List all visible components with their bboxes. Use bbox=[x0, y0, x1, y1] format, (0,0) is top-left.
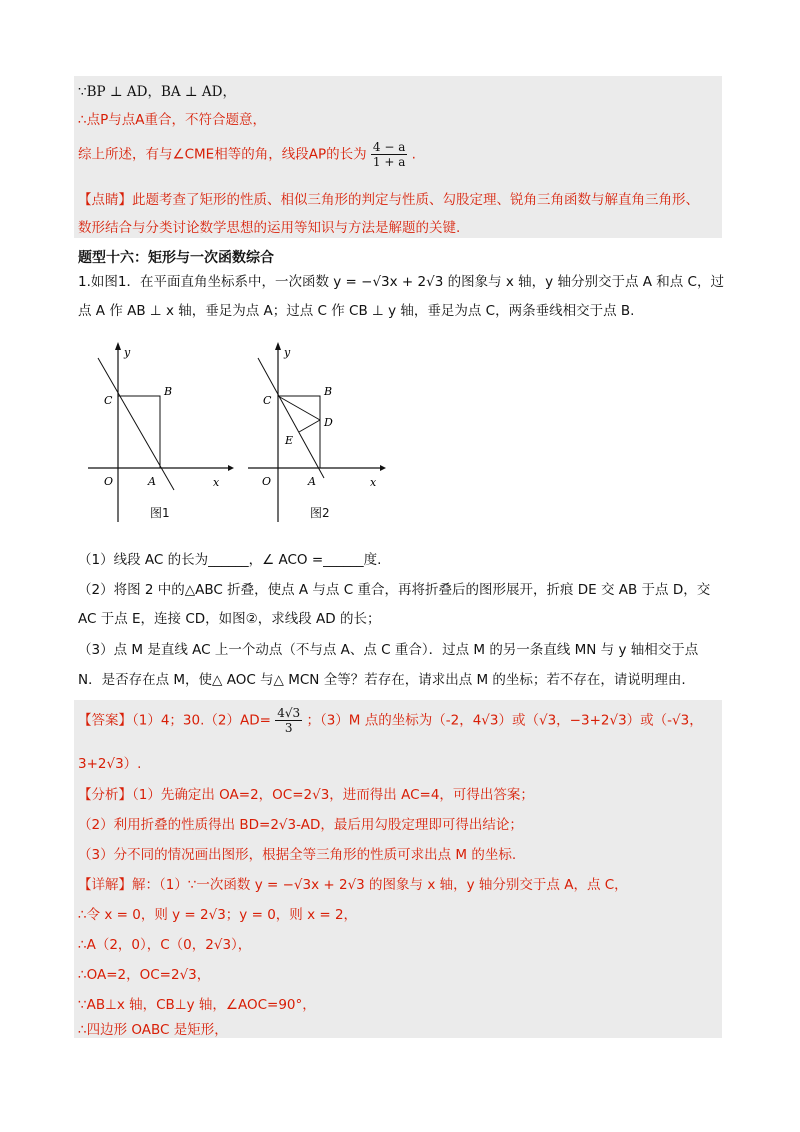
top-line-3-end: . bbox=[411, 146, 416, 163]
top-line-2: ∴点P与点A重合，不符合题意， bbox=[78, 112, 266, 128]
fig2-e-label: E bbox=[285, 434, 294, 447]
fig2-x-label: x bbox=[370, 476, 377, 489]
problem-line-2: 点 A 作 AB ⊥ x 轴，垂足为点 A；过点 C 作 CB ⊥ y 轴，垂足为点 C，两条垂线相交于点 B. bbox=[78, 303, 635, 319]
fig2-b-label: B bbox=[324, 385, 333, 398]
ap-fraction-num: 4 − a bbox=[372, 140, 406, 154]
figure-2 bbox=[244, 338, 394, 528]
detail-line-1: 【详解】解：（1）∵一次函数 y = −√3x + 2√3 的图象与 x 轴，y 轴分别交于点 A，点 C， bbox=[78, 877, 628, 893]
ad-fraction-num: 4√3 bbox=[277, 706, 301, 720]
fig1-x-label: x bbox=[213, 476, 220, 489]
detail-line-4: ∴OA=2，OC=2√3， bbox=[78, 967, 211, 983]
answer-shade bbox=[74, 700, 722, 1038]
answer-line-1 bbox=[78, 706, 703, 735]
figure-1-caption: 图1 bbox=[150, 506, 170, 520]
ap-fraction bbox=[371, 140, 407, 169]
answer-line-1-text: 【答案】（1）4；30.（2）AD= bbox=[78, 712, 271, 729]
answer-line-2: 3+2√3）. bbox=[78, 756, 142, 772]
fig1-c-label: C bbox=[104, 394, 113, 407]
fig2-a-label: A bbox=[308, 475, 316, 488]
figure-1 bbox=[84, 338, 234, 528]
ad-fraction bbox=[275, 706, 302, 735]
detail-line-2: ∴令 x = 0，则 y = 2√3；y = 0，则 x = 2， bbox=[78, 907, 358, 923]
top-line-3-text: 综上所述，有与∠CME相等的角，线段AP的长为 bbox=[78, 146, 367, 163]
fig2-y-label: y bbox=[284, 346, 291, 359]
figure-2-caption: 图2 bbox=[310, 506, 330, 520]
fig1-b-label: B bbox=[164, 385, 173, 398]
question-2b: AC 于点 E，连接 CD，如图②，求线段 AD 的长； bbox=[78, 611, 381, 627]
answer-line-1-end: ；（3）M 点的坐标为（-2，4√3）或（√3，−3+2√3）或（-√3， bbox=[306, 712, 703, 729]
fig1-o-label: O bbox=[104, 475, 114, 488]
fig2-d-label: D bbox=[324, 416, 333, 429]
question-1: （1）线段 AC 的长为______，∠ ACO =______度. bbox=[78, 552, 382, 568]
analysis-line-1: 【分析】（1）先确定出 OA=2，OC=2√3，进而得出 AC=4，可得出答案； bbox=[78, 787, 534, 803]
top-line-1: ∵BP ⊥ AD，BA ⊥ AD， bbox=[78, 84, 236, 100]
detail-line-3: ∴A（2，0），C（0，2√3）， bbox=[78, 937, 252, 953]
fig1-a-label: A bbox=[148, 475, 156, 488]
fig2-c-label: C bbox=[263, 394, 272, 407]
fig1-y-label: y bbox=[124, 346, 131, 359]
top-line-4: 【点睛】此题考查了矩形的性质、相似三角形的判定与性质、勾股定理、锐角三角函数与解直角三角形、 bbox=[78, 192, 699, 208]
analysis-line-3: （3）分不同的情况画出图形，根据全等三角形的性质可求出点 M 的坐标. bbox=[78, 847, 517, 863]
detail-line-5: ∵AB⊥x 轴，CB⊥y 轴，∠AOC=90°， bbox=[78, 997, 316, 1013]
top-line-5: 数形结合与分类讨论数学思想的运用等知识与方法是解题的关键. bbox=[78, 220, 461, 236]
top-line-3 bbox=[78, 140, 416, 169]
question-2a: （2）将图 2 中的△ABC 折叠，使点 A 与点 C 重合，再将折叠后的图形展开，折痕 DE 交 AB 于点 D，交 bbox=[78, 582, 711, 598]
fig2-o-label: O bbox=[262, 475, 272, 488]
section-title: 题型十六：矩形与一次函数综合 bbox=[78, 250, 274, 266]
ad-fraction-den: 3 bbox=[284, 721, 293, 735]
question-3a: （3）点 M 是直线 AC 上一个动点（不与点 A、点 C 重合）．过点 M 的另一条直线 MN 与 y 轴相交于点 bbox=[78, 642, 699, 658]
ap-fraction-den: 1 + a bbox=[372, 155, 406, 169]
analysis-line-2: （2）利用折叠的性质得出 BD=2√3-AD，最后用勾股定理即可得出结论； bbox=[78, 817, 523, 833]
question-3b: N．是否存在点 M，使△ AOC 与△ MCN 全等？若存在，请求出点 M 的坐标；若不存在，请说明理由. bbox=[78, 672, 686, 688]
problem-line-1: 1.如图1．在平面直角坐标系中，一次函数 y = −√3x + 2√3 的图象与 x 轴，y 轴分别交于点 A 和点 C，过 bbox=[78, 274, 724, 290]
detail-line-6: ∴四边形 OABC 是矩形， bbox=[78, 1022, 228, 1038]
